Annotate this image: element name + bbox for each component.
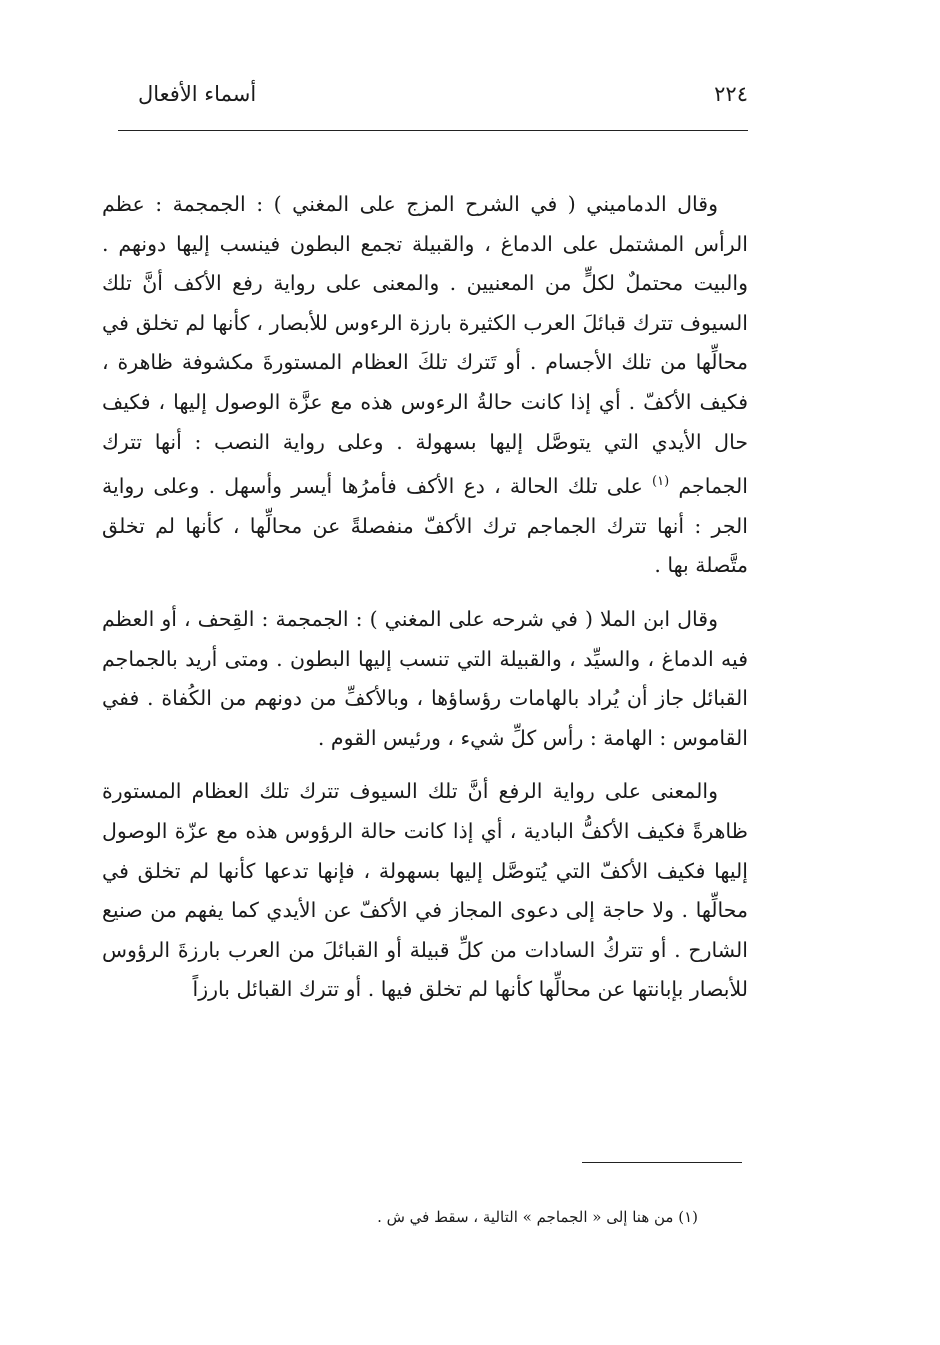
footnote-marker: (١): [652, 474, 670, 490]
paragraph-3: والمعنى على رواية الرفع أنَّ تلك السيوف تترك تلك العظام المستورة ظاهرةً فكيف الأكفُّ البادية ، أي إذا كانت حالة الرؤوس هذه مع عزّة الوصول إليها فكيف الأكفّ التي يُتوصَّل إليها بسهولة ، فإنها تدعها كأنها لم تخلق في محالِّها . ولا حاجة إلى دعوى المجاز في الأكفّ عن الأيدي كما يفهم من صنيع الشارح . أو تتركُ السادات من كلِّ قبيلة أو القبائلَ من العرب بارزةَ الرؤوس للأبصار بإبانتها عن محالِّها كأنها لم تخلق فيها . أو تترك القبائل بارزاً: [102, 779, 748, 1002]
footnote: (١) من هنا إلى « الجماجم » التالية ، سقط في ش .: [377, 1208, 698, 1226]
paragraph-1-continuation: على تلك الحالة ، دع الأكف فأمرُها أيسر وأسهل . وعلى رواية الجر : أنها تترك الجماجم ترك الأكفّ منفصلةً عن محالِّها ، كأنها لم تخلق متَّصلة بها .: [102, 474, 748, 578]
paragraph-1-text: وقال الدماميني ( في الشرح المزج على المغني ) : الجمجمة : عظم الرأس المشتمل على الدماغ ، والقبيلة تجمع البطون فينسب إليها دونهم . والبيت محتملٌ لكلٍّ من المعنيين . والمعنى على رواية رفع الأكف أنَّ تلك السيوف تترك قبائلَ العرب الكثيرة بارزة الرءوس للأبصار ، كأنها لم تخلق في محالِّها من تلك الأجسام . أو تَترك تلكَ العظام المستورةَ مكشوفة ظاهرة ، فكيف الأكفّ . أي إذا كانت حالةُ الرءوس هذه مع عزَّة الوصول إليها ، فكيف حال الأيدي التي يتوصَّل إليها بسهولة . وعلى رواية النصب : أنها تترك الجماجم: [102, 192, 748, 499]
running-head: [118, 82, 748, 118]
body-text: [102, 185, 748, 1024]
header-rule: [118, 130, 748, 131]
paragraph-2: وقال ابن الملا ( في شرحه على المغني ) : الجمجمة : القِحف ، أو العظم فيه الدماغ ، والسيِّد ، والقبيلة التي تنسب إليها البطون . ومتى أريد بالجماجم القبائل جاز أن يُراد بالهامات رؤساؤها ، وبالأكفِّ من دونهم من الكُفاة . ففي القاموس : الهامة : رأس كلِّ شيء ، ورئيس القوم .: [102, 606, 748, 750]
paragraph-1: [102, 185, 748, 586]
running-title: أسماء الأفعال: [138, 82, 257, 106]
footnote-rule: [582, 1162, 742, 1163]
page-number: ٢٢٤: [714, 82, 748, 106]
